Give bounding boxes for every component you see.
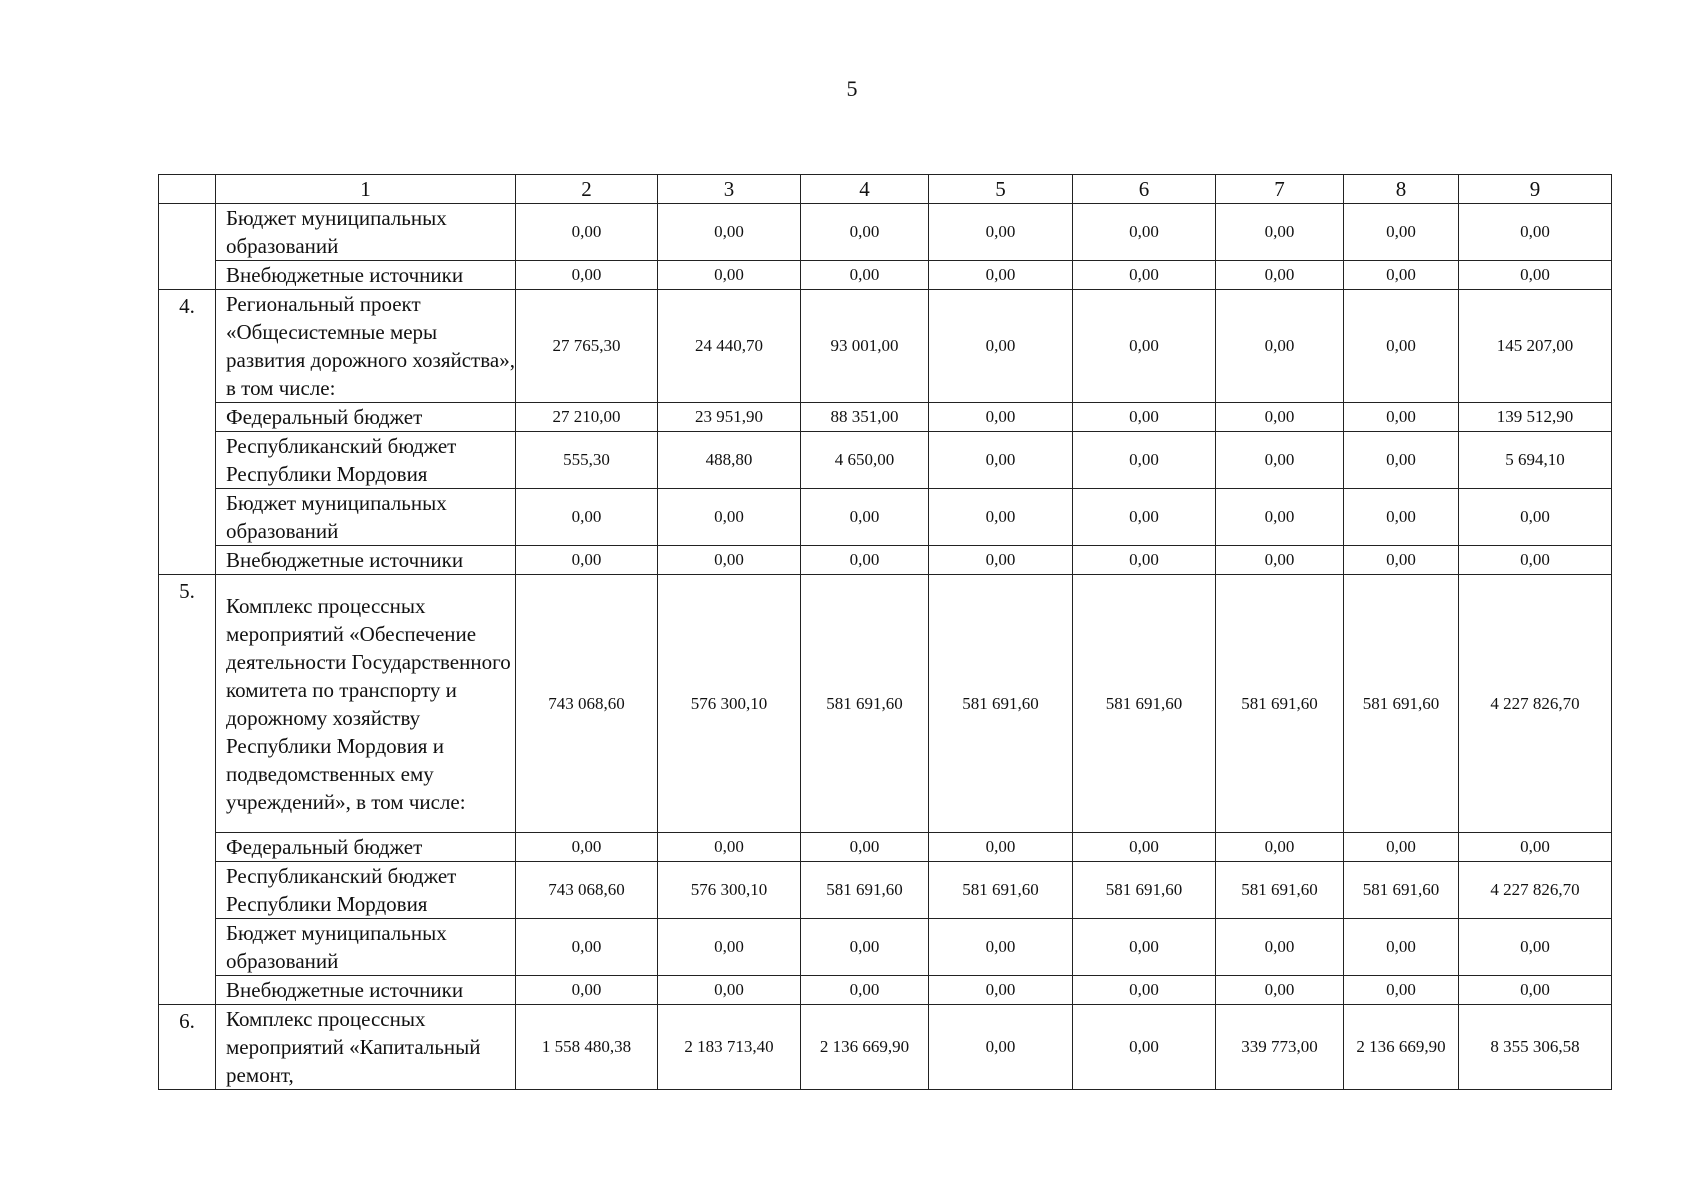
row-name: Внебюджетные источники (216, 546, 516, 575)
value-cell: 0,00 (1216, 833, 1344, 862)
value-cell: 581 691,60 (801, 575, 929, 833)
value-cell: 0,00 (1073, 489, 1216, 546)
value-cell: 581 691,60 (1344, 862, 1459, 919)
value-cell: 0,00 (801, 489, 929, 546)
header-cell: 8 (1344, 175, 1459, 204)
value-cell: 24 440,70 (658, 290, 801, 403)
budget-table (158, 174, 1612, 1090)
value-cell: 0,00 (1073, 833, 1216, 862)
value-cell: 0,00 (516, 261, 658, 290)
header-cell: 3 (658, 175, 801, 204)
value-cell: 581 691,60 (1344, 575, 1459, 833)
value-cell: 0,00 (929, 290, 1073, 403)
value-cell: 0,00 (516, 204, 658, 261)
table-row (159, 546, 1612, 575)
value-cell: 0,00 (658, 919, 801, 976)
value-cell: 0,00 (1459, 204, 1612, 261)
value-cell: 0,00 (1459, 546, 1612, 575)
value-cell: 0,00 (1344, 976, 1459, 1005)
value-cell: 0,00 (929, 546, 1073, 575)
table-row (159, 432, 1612, 489)
value-cell: 488,80 (658, 432, 801, 489)
value-cell: 555,30 (516, 432, 658, 489)
value-cell: 0,00 (801, 919, 929, 976)
table-row (159, 290, 1612, 403)
header-cell: 9 (1459, 175, 1612, 204)
row-name: Бюджет муниципальных образований (216, 919, 516, 976)
value-cell: 743 068,60 (516, 575, 658, 833)
header-cell (159, 175, 216, 204)
value-cell: 743 068,60 (516, 862, 658, 919)
value-cell: 576 300,10 (658, 575, 801, 833)
header-cell: 1 (216, 175, 516, 204)
value-cell: 0,00 (516, 833, 658, 862)
value-cell: 145 207,00 (1459, 290, 1612, 403)
value-cell: 0,00 (929, 833, 1073, 862)
page-number: 5 (846, 76, 858, 101)
value-cell: 0,00 (1216, 489, 1344, 546)
value-cell: 2 136 669,90 (801, 1005, 929, 1090)
value-cell: 4 650,00 (801, 432, 929, 489)
row-number: 5. (159, 575, 216, 1005)
table-row (159, 1005, 1612, 1090)
value-cell: 0,00 (1344, 833, 1459, 862)
row-name: Республиканский бюджет Республики Мордовия (216, 862, 516, 919)
value-cell: 0,00 (801, 833, 929, 862)
row-name: Комплекс процессных мероприятий «Обеспечение деятельности Государственного комитета по транспорту и дорожному хозяйству Республики Мордовия и подведомственных ему учреждений», в том числе: (216, 575, 516, 833)
value-cell: 0,00 (1073, 204, 1216, 261)
value-cell: 0,00 (1344, 403, 1459, 432)
value-cell: 0,00 (801, 976, 929, 1005)
value-cell: 27 765,30 (516, 290, 658, 403)
value-cell: 0,00 (1459, 976, 1612, 1005)
value-cell: 5 694,10 (1459, 432, 1612, 489)
row-number: 6. (159, 1005, 216, 1090)
value-cell: 0,00 (1073, 403, 1216, 432)
value-cell: 23 951,90 (658, 403, 801, 432)
value-cell: 0,00 (1073, 546, 1216, 575)
value-cell: 0,00 (516, 489, 658, 546)
value-cell: 0,00 (1073, 919, 1216, 976)
value-cell: 0,00 (929, 489, 1073, 546)
value-cell: 0,00 (1344, 261, 1459, 290)
value-cell: 0,00 (658, 204, 801, 261)
value-cell: 2 136 669,90 (1344, 1005, 1459, 1090)
value-cell: 0,00 (1073, 976, 1216, 1005)
value-cell: 1 558 480,38 (516, 1005, 658, 1090)
value-cell: 0,00 (1344, 432, 1459, 489)
value-cell: 4 227 826,70 (1459, 575, 1612, 833)
value-cell: 0,00 (1459, 489, 1612, 546)
value-cell: 0,00 (1344, 919, 1459, 976)
value-cell: 8 355 306,58 (1459, 1005, 1612, 1090)
value-cell: 0,00 (658, 833, 801, 862)
value-cell: 139 512,90 (1459, 403, 1612, 432)
value-cell: 0,00 (1216, 919, 1344, 976)
row-name: Комплекс процессных мероприятий «Капитальный ремонт, (216, 1005, 516, 1090)
header-cell: 4 (801, 175, 929, 204)
table-row (159, 489, 1612, 546)
value-cell: 0,00 (516, 546, 658, 575)
value-cell: 581 691,60 (929, 575, 1073, 833)
row-name: Бюджет муниципальных образований (216, 489, 516, 546)
value-cell: 0,00 (1459, 833, 1612, 862)
value-cell: 0,00 (1216, 432, 1344, 489)
value-cell: 0,00 (929, 403, 1073, 432)
value-cell: 0,00 (1073, 1005, 1216, 1090)
value-cell: 0,00 (929, 432, 1073, 489)
value-cell: 0,00 (801, 261, 929, 290)
table-row (159, 862, 1612, 919)
value-cell: 0,00 (801, 546, 929, 575)
value-cell: 0,00 (929, 204, 1073, 261)
value-cell: 0,00 (1216, 403, 1344, 432)
value-cell: 581 691,60 (929, 862, 1073, 919)
row-name: Региональный проект «Общесистемные меры развития дорожного хозяйства», в том числе: (216, 290, 516, 403)
value-cell: 0,00 (1073, 290, 1216, 403)
table-row (159, 833, 1612, 862)
value-cell: 581 691,60 (1216, 575, 1344, 833)
value-cell: 0,00 (801, 204, 929, 261)
value-cell: 0,00 (1459, 261, 1612, 290)
value-cell: 0,00 (1344, 290, 1459, 403)
table-row (159, 976, 1612, 1005)
value-cell: 0,00 (1344, 489, 1459, 546)
value-cell: 2 183 713,40 (658, 1005, 801, 1090)
value-cell: 581 691,60 (801, 862, 929, 919)
value-cell: 0,00 (1216, 290, 1344, 403)
value-cell: 0,00 (1344, 546, 1459, 575)
value-cell: 581 691,60 (1216, 862, 1344, 919)
value-cell: 0,00 (929, 1005, 1073, 1090)
value-cell: 0,00 (658, 976, 801, 1005)
row-number (159, 204, 216, 290)
value-cell: 0,00 (1073, 261, 1216, 290)
value-cell: 0,00 (516, 976, 658, 1005)
row-name: Бюджет муниципальных образований (216, 204, 516, 261)
value-cell: 0,00 (658, 489, 801, 546)
value-cell: 581 691,60 (1073, 862, 1216, 919)
value-cell: 0,00 (1216, 261, 1344, 290)
value-cell: 93 001,00 (801, 290, 929, 403)
row-number: 4. (159, 290, 216, 575)
table-row (159, 204, 1612, 261)
value-cell: 0,00 (658, 261, 801, 290)
value-cell: 576 300,10 (658, 862, 801, 919)
value-cell: 0,00 (1459, 919, 1612, 976)
row-name: Федеральный бюджет (216, 403, 516, 432)
value-cell: 0,00 (929, 919, 1073, 976)
header-cell: 2 (516, 175, 658, 204)
header-cell: 7 (1216, 175, 1344, 204)
header-row (159, 175, 1612, 204)
value-cell: 88 351,00 (801, 403, 929, 432)
value-cell: 4 227 826,70 (1459, 862, 1612, 919)
value-cell: 0,00 (516, 919, 658, 976)
value-cell: 0,00 (929, 976, 1073, 1005)
header-cell: 5 (929, 175, 1073, 204)
value-cell: 0,00 (1216, 546, 1344, 575)
row-name: Внебюджетные источники (216, 261, 516, 290)
table-row (159, 919, 1612, 976)
row-name: Республиканский бюджет Республики Мордовия (216, 432, 516, 489)
value-cell: 0,00 (1344, 204, 1459, 261)
table-row (159, 403, 1612, 432)
value-cell: 0,00 (1073, 432, 1216, 489)
row-name: Внебюджетные источники (216, 976, 516, 1005)
value-cell: 0,00 (1216, 204, 1344, 261)
value-cell: 0,00 (658, 546, 801, 575)
value-cell: 0,00 (1216, 976, 1344, 1005)
value-cell: 339 773,00 (1216, 1005, 1344, 1090)
value-cell: 27 210,00 (516, 403, 658, 432)
table-row (159, 575, 1612, 833)
table-row (159, 261, 1612, 290)
value-cell: 0,00 (929, 261, 1073, 290)
value-cell: 581 691,60 (1073, 575, 1216, 833)
row-name: Федеральный бюджет (216, 833, 516, 862)
header-cell: 6 (1073, 175, 1216, 204)
